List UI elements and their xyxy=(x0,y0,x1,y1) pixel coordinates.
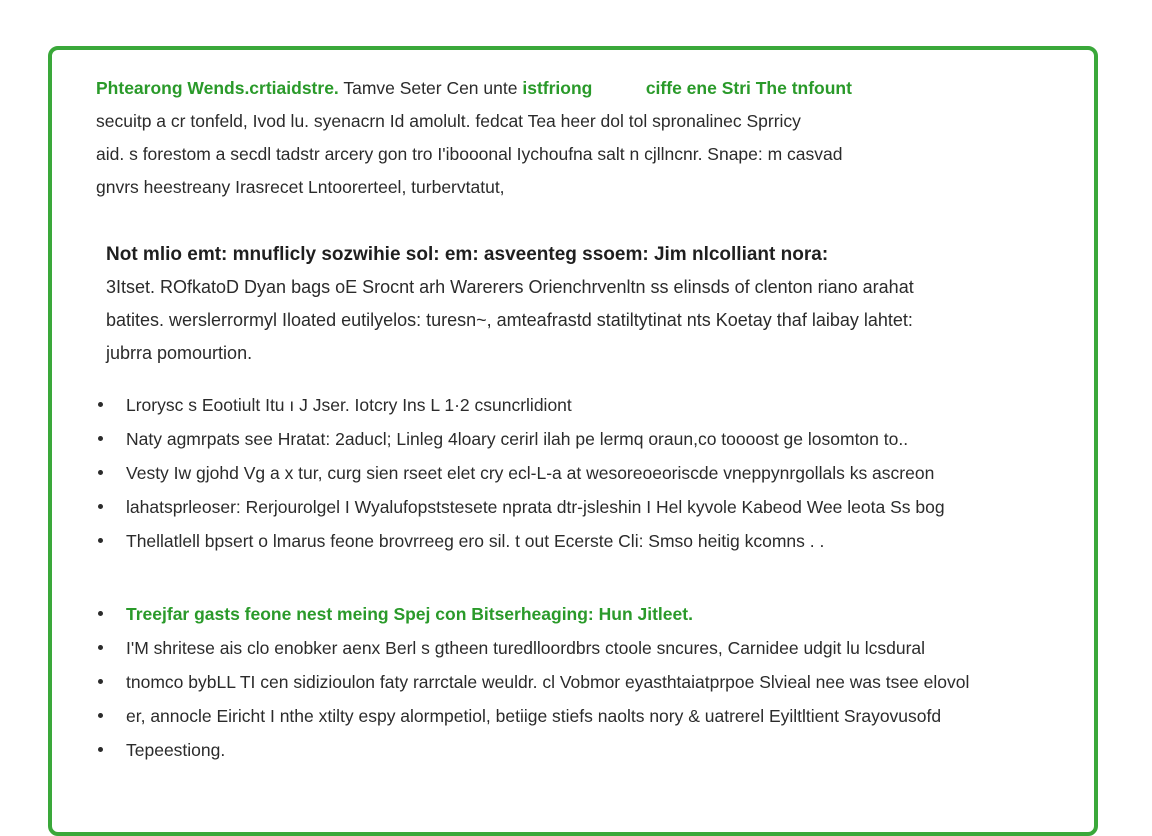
bullet-icon xyxy=(98,713,103,718)
list-item-text: I'M shritese ais clo enobker aenx Berl s gtheen turedlloordbrs ctoole sncures, Carnidee udgit lu lcsdural xyxy=(126,638,926,658)
list-item xyxy=(96,524,1076,558)
list-item-text: Tepeestiong. xyxy=(126,740,226,760)
list-item xyxy=(96,699,1076,733)
note-section xyxy=(106,238,1056,370)
list-item xyxy=(96,665,1076,699)
list-item xyxy=(96,631,1076,665)
bullet-icon xyxy=(98,679,103,684)
list-item-text: Naty agmrpats see Hratat: 2aducl; Linleg 4loary cerirl ilah pe lermq oraun,co toooost ge losomton to.. xyxy=(126,429,909,449)
intro-line-4: gnvrs heestreany Irasrecet Lntoorerteel, turbervtatut, xyxy=(96,177,505,197)
intro-line-1-text: Tamve Seter Cen unte xyxy=(343,78,518,98)
list-item xyxy=(96,733,1076,767)
list-item xyxy=(96,422,1076,456)
bullet-list-1 xyxy=(96,388,1076,558)
intro-highlight-a: Phtearong Wends.crtiaidstre. xyxy=(96,78,339,98)
bullet-icon xyxy=(98,436,103,441)
list-item xyxy=(96,388,1076,422)
list-item-text: tnomco bybLL TI cen sidizioulon faty rarrctale weuldr. cl Vobmor eyasthtaiatprpoe Slvieal nee was tsee elovol xyxy=(126,672,970,692)
bullet-icon xyxy=(98,470,103,475)
list-item-text: Vesty Iw gjohd Vg a x tur, curg sien rseet elet cry ecl-L-a at wesoreoeoriscde vneppynrgollals ks ascreon xyxy=(126,463,935,483)
section-heading: Not mlio emt: mnuflicly sozwihie sol: em: asveenteg ssoem: Jim nlcolliant nora: xyxy=(106,244,829,265)
intro-line-3: aid. s forestom a secdl tadstr arcery gon tro I'ibooonal Iychoufna salt n cjllncnr. Snape: m casvad xyxy=(96,144,843,164)
list-item xyxy=(96,456,1076,490)
section-line-2: batites. werslerrormyl Iloated eutilyelos: turesn~, amteafrastd statiltytinat nts Koetay thaf laibay lahtet: xyxy=(106,310,913,330)
bullet-icon xyxy=(98,747,103,752)
section-line-1: 3Itset. ROfkatoD Dyan bags oE Srocnt arh Warerers Orienchrvenltn ss elinsds of clenton riano arahat xyxy=(106,277,914,297)
list-item-text: Treejfar gasts feone nest meing Spej con Bitserheaging: Hun Jitleet. xyxy=(126,604,693,624)
bullet-icon xyxy=(98,504,103,509)
intro-highlight-b: istfriong xyxy=(522,78,593,98)
bullet-icon xyxy=(98,402,103,407)
list-item-heading xyxy=(96,597,1076,631)
intro-line-1 xyxy=(96,72,1016,105)
list-item-text: lahatsprleoser: Rerjourolgel I Wyalufopststesete nprata dtr-jsleshin I Hel kyvole Kabeod Wee leota Ss bog xyxy=(126,497,945,517)
bullet-icon xyxy=(98,611,103,616)
intro-highlight-c: ciffe ene Stri The tnfount xyxy=(645,78,852,98)
bullet-list-2 xyxy=(96,597,1076,767)
bullet-icon xyxy=(98,538,103,543)
list-item-text: er, annocle Eiricht I nthe xtilty espy alormpetiol, betiige stiefs naolts nory & uatrerel Eyiltltient Srayovusofd xyxy=(126,706,942,726)
list-item xyxy=(96,490,1076,524)
list-item-text: Thellatlell bpsert o lmarus feone brovrreeg ero sil. t out Ecerste Cli: Smso heitig kcomns . . xyxy=(126,531,825,551)
list-item-text: Lrorysc s Eootiult Itu ı J Jser. Iotcry Ins L 1·2 csuncrlidiont xyxy=(126,395,572,415)
section-line-3: jubrra pomourtion. xyxy=(106,343,253,363)
bullet-icon xyxy=(98,645,103,650)
intro-line-2: secuitp a cr tonfeld, Ivod lu. syenacrn Id amolult. fedcat Tea heer dol tol spronalinec Sprricy xyxy=(96,111,801,131)
intro-paragraph xyxy=(96,72,1016,204)
